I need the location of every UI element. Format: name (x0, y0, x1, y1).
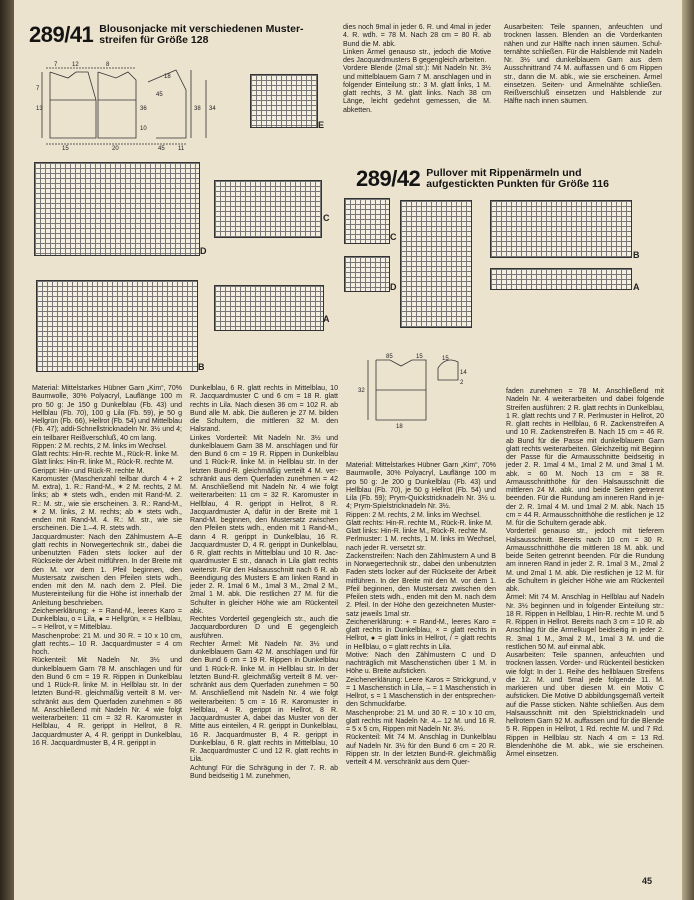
chart-d-label: D (200, 246, 207, 256)
schematic-1-label: 12 (72, 62, 79, 68)
paragraph: dies noch 9mal in jeder 6. R. und 4mal in jeder 4. R. wdh. = 78 M. Nach 28 cm = 80 R. ab Bund die M. abk. (343, 24, 491, 48)
paragraph: Ausarbeiten: Teile spannen, anfeuchten und trocknen lassen. Blenden an die Vorderkanten nähen und zur Hälfte nach innen säumen. Schulternähte schließen. Für die Halsblende mit Nadeln Nr. 3½ und dunkelblauem Garn aus dem Ausschnittrand 74 M. auffassen und 6 cm Rippen str., dann die M. abk., wie sie erscheinen. Ärmel einsetzen. Seiten- und Ärmelnähte schließen. Reißverschluß einsetzen und Halsblende zur Hälfte nach innen säumen. (504, 24, 662, 106)
chart-b-grid (36, 280, 198, 372)
schematic-2-label: 32 (358, 388, 365, 394)
paragraph: Glatt links: Hin-R. linke M., Rück-R. rechte M. (32, 459, 174, 467)
paragraph: Maschenprobe: 21 M. und 30 R. = 10 x 10 cm, glatt rechts.– 10 R. Jacquardmuster = 4 cm hoch. (32, 632, 182, 656)
chart-42-d-label: D (390, 282, 397, 292)
paragraph: Motive: Nach den Zählmustern C und D nachträglich mit Maschenstichen über 1 M. in Höhe u. Breite aufsticken. (346, 651, 496, 676)
paragraph: Rechtes Vorderteil gegengleich str., auch die Jacquardborduren D und E gegengleich ausführen. (190, 616, 338, 640)
chart-e-grid (250, 74, 318, 128)
chart-a-label: A (323, 314, 330, 324)
paragraph: Zeichenerklärung: + = Rand-M., leeres Karo = glatt rechts in Dunkelblau, × = glatt rechts in Hellrot, ● = glatt links in Hellrot, / = glatt rechts in Hellblau, o = glatt rechts in Lila. (346, 618, 496, 651)
paragraph: Dunkelblau, 6 R. glatt rechts in Mittelblau, 10 R. Jacquardmuster C und 6 cm = 18 R. glatt rechts in Lila. Nach diesen 36 cm = 102 R. ab Bund alle M. abk. Die äußeren je 27 M. bilden die Schultern, die mittleren 32 M. den Halsrand. (190, 385, 338, 434)
schematic-1-label: 8 (106, 62, 110, 68)
chart-b-label: B (198, 362, 205, 372)
schematic-1-label: 13 (36, 106, 43, 112)
paragraph: Material: Mittelstarkes Hübner Garn „Kim“, 70% Baumwolle, 30% Polyacryl, Lauflänge 100 m pro 50 g: Je 150 g Dunkelblau (Fb. 43) und Hellblau (Fb. 70), 100 g Lila (Fb. 59), je 50 g Hellgrün (Fb. 66), Hellrot (Fb. 54) und Mittelblau (Fb. 47); addi-Schnellstricknadeln Nr. 3½ und 4; ein teilbarer Reißverschluß, 40 cm lang. (32, 385, 182, 442)
paragraph: Rippen: 2 M. rechts, 2 M. links im Wechsel. (346, 511, 481, 519)
paragraph: Linkes Vorderteil: Mit Nadeln Nr. 3½ und dunkelblauem Garn 38 M. anschlagen und für den Bund 6 cm = 19 R. Rippen in Dunkelblau und 1 Rück-R. linke M. in Hellblau str. In der letzten Bund-R. gleichmäßig verteilt 4 M. verschränkt aus dem Querfaden zunehmen = 42 M. Anschließend mit Nadeln Nr. 4 wie folgt weiterarbeiten: 11 cm = 32 R. Karomuster in Hellblau, 4 R. gerippt in Hellrot, 8 R. Jacquardmuster A, dafür in der Breite mit 1 Rand-M. beginnen, den Mustersatz zwischen den Pfeilen stets wdh., enden mit 1 Rand-M., dann 4 R. gerippt in Dunkelblau, 16 R. Jacquardmuster D, 4 R. gerippt in Dunkelblau, 6 R. glatt rechts in Mittelblau und 10 R. Jacquardmuster E str., danach in Lila glatt rechts weiterstr. Für den Halsausschnitt nach 6 R. ab Beendigung des Musters E am linken Rand in jeder 2. R. 1mal 6 M., 1mal 3 M., 2mal 2 M., 2mal 1 M. abk. Die restlichen 27 M. für die Schulter in gleicher Höhe wie am Rückenteil abk. (190, 434, 338, 615)
paragraph: Maschenprobe: 21 M. und 30 R. = 10 x 10 cm, glatt rechts mit Nadeln Nr. 4.– 12 M. und 16 R. = 5 x 5 cm, Rippen mit Nadeln Nr. 3½. (346, 709, 496, 733)
chart-e-label: E (318, 120, 325, 130)
schematic-2-label: 18 (396, 424, 403, 430)
section-42-number: 289/42 (356, 166, 421, 191)
schematic-1-label: 20 (112, 146, 119, 150)
paragraph: Ärmel: Mit 74 M. Anschlag in Hellblau auf Nadeln Nr. 3½ beginnen und in folgender Einteilung str.: 18 R. Rippen in Hellblau, 1 Hin-R. rechte M. und 5 R. Rippen in Hellrot. Bereits nach 3 cm = 10 R. ab Anschlag für die Armelkugel beidseitig in jeder 2. R. 3mal 1 M., 3mal 2 M., 1mal 3 M. und die restlichen 50 M. auf einmal abk. (506, 594, 664, 651)
schematic-2-label: 15 (416, 354, 423, 360)
paragraph: Rückenteil: Mit 74 M. Anschlag in Dunkelblau auf Nadeln Nr. 3½ für den Bund 6 cm = 20 R. Rippen str. In der letzten Bund-R. gleichmäßig verteilt 4 M. verschränkt aus dem Quer- (346, 734, 496, 766)
chart-42-c-label: C (390, 232, 397, 242)
page-number: 45 (642, 876, 653, 886)
chart-d-grid (34, 162, 200, 256)
schematic-1-label: 10 (140, 126, 147, 132)
schematic-1-label: 36 (140, 106, 147, 112)
chart-c-label: C (323, 213, 330, 223)
chart-42-a-label: A (633, 282, 640, 292)
paragraph: Vorderteil genauso str., jedoch mit tieferem Halsausschnitt. Bereits nach 10 cm = 30 R. Armausschnitthöhe die mittleren 18 M. abk. und beide Seiten getrennt beenden. Für die Rundung am inneren Rand in jeder 2. R. 1mal 3 M., 2mal 2 M. und 2mal 1 M. abk. Die restlichen je 12 M. für die Schultern in gleicher Höhe wie am Rückenteil abk. (506, 528, 664, 593)
schematic-2-label: 15 (442, 356, 449, 362)
paragraph: Glatt rechts: Hin-R. rechte M., Rück-R. linke M. (346, 519, 493, 527)
page-edge (682, 0, 694, 900)
magazine-page (14, 0, 682, 900)
chart-42-rib-grid (400, 200, 472, 328)
garment-schematic-41 (36, 60, 246, 150)
schematic-2-label: 14 (460, 370, 467, 376)
paragraph: Achtung! Für die Schrägung in der 7. R. ab Bund beidseitig 1 M. zunehmen, (190, 764, 338, 780)
paragraph: Glatt rechts: Hin-R. rechte M., Rück-R. linke M. (32, 451, 179, 458)
chart-42-a-grid (490, 268, 632, 290)
paragraph: Zeichenerklärung: Leere Karos = Strickgrund, v = 1 Maschenstich in Lila, – = 1 Maschenstich in Hellrot, s = 1 Maschenstich in der entsprechenden Schmuckfarbe. (346, 676, 496, 709)
schematic-1-label: 38 (194, 106, 201, 112)
chart-c-grid (214, 180, 322, 238)
chart-a-grid (214, 285, 324, 331)
section-41-title: Blousonjacke mit verschiedenen Musterstreifen für Größe 128 (99, 23, 304, 46)
paragraph: Vordere Blende (2mal str.): Mit Nadeln Nr. 3½ und mittelblauem Garn 7 M. anschlagen und in folgender Einteilung str.: 3 M. glatt links, 1 M. glatt rechts, 3 M. glatt links. Nach 38 cm Länge, leicht gedehnt gemessen, die M. abketten. (343, 65, 491, 114)
paragraph: faden zunehmen = 78 M. Anschließend mit Nadeln Nr. 4 weiterarbeiten und dabei folgende Streifen ausführen: 2 R. glatt rechts in Dunkelblau, 1 R. glatt rechts und 7 R. Perlmuster in Hellrot, 20 R. glatt rechts in Hellblau, 6 R. Zackenstreifen A und 10 R. Zackenstreifen B. Nach 15 cm = 46 R. ab Bund für die Passe mit dunkelblauem Garn glatt rechts weiterarbeiten. Gleichzeitig mit Beginn der Passe für die Armausschnitte beidseitig in jeder 2. R. 1mal 4 M., 1mal 2 M. und 3mal 1 M. abk. = 60 M. Noch 13 cm = 38 R. Armausschnitthöhe für den Halsausschnitt die mittleren 24 M. abk. und beide Seiten getrennt beenden. Für die Rundung am inneren Rand in jeder 2. R. 1mal 4 M. und 1mal 2 M. abk. Nach 15 cm = 44 R. Armausschnitthöhe die restlichen je 12 M. für die Schultern gerade abk. (506, 388, 664, 527)
schematic-2-label: 85 (386, 354, 393, 360)
section-42-title: Pullover mit Rippenärmeln und aufgestickten Punkten für Größe 116 (426, 167, 609, 190)
schematic-1-label: 45 (158, 146, 165, 150)
schematic-1-label: 45 (156, 92, 163, 98)
chart-42-d-grid (344, 256, 390, 292)
text-column-2 (190, 385, 338, 781)
garment-schematic-42 (346, 350, 476, 430)
text-column-top-right (504, 24, 662, 107)
section-41-number: 289/41 (29, 22, 94, 47)
paragraph: Ausarbeiten: Teile spannen, anfeuchten und trocknen lassen. Vorder- und Rückenteil besticken wie folgt: In der 1. Reihe des hellblauen Streifens die 12. M. und 5mal jede folgende 11. M. markieren und über diesen M. ein Motiv C aufsticken. Die Motive D abbildungsgemäß verteilt auf die Passe sticken. Nähte schließen. Aus dem Halsausschnitt mit den Spielstricknadeln und hellrotem Garn 92 M. auffassen und für die Blende 5 R. Rippen in Hellrot, 1 Rd. rechte M. und 7 Rd. Rippen in Hellblau str. Nach 4 cm = 13 Rd. Blendenhöhe die M. abk., wie sie erscheinen. Ärmel einsetzen. (506, 652, 664, 758)
paragraph: Perlmuster: 1 M. rechts, 1 M. links im Wechsel, nach jeder R. versetzt str. (346, 536, 496, 552)
schematic-1-label: 34 (209, 106, 216, 112)
schematic-1-label: 18 (164, 74, 171, 80)
schematic-1-label: 15 (62, 146, 69, 150)
paragraph: Linken Ärmel genauso str., jedoch die Motive des Jacquardmusters B gegengleich arbeiten. (343, 48, 491, 64)
schematic-1-label: 11 (178, 146, 185, 150)
paragraph: Rückenteil: Mit Nadeln Nr. 3½ und dunkelblauem Garn 78 M. anschlagen und für den Bund 6 cm = 19 R. Rippen in Dunkelblau und 1 Rück-R. linke M. in Hellblau str. In der letzten Bund-R. gleichmäßig verteilt 8 M. verschränkt aus dem Querfaden zunehmen = 86 M. Anschließend mit Nadeln Nr. 4 wie folgt weiterarbeiten: 11 cm = 32 R. Karomuster in Hellblau, 4 R. gerippt in Hellrot, 8 R. Jacquardmuster A, 4 R. gerippt in Dunkelblau, 16 R. Jacquardmuster B, 4 R. gerippt in (32, 657, 182, 747)
paragraph: Glatt links: Hin-R. linke M., Rück-R. rechte M. (346, 528, 488, 535)
paragraph: Rechter Ärmel: Mit Nadeln Nr. 3½ und dunkelblauem Garn 42 M. anschlagen und für den Bund 6 cm = 19 R. Rippen in Dunkelblau und 1 Rück-R. linke M. in Hellblau str. In der letzten Bund-R. gleichmäßig verteilt 8 M. verschränkt aus dem Querfaden zunehmen = 50 M. Anschließend mit Nadeln Nr. 4 wie folgt weiterarbeiten: 5 cm = 16 R. Karomuster in Hellblau, 4 R. gerippt in Hellrot, 8 R. Jacquardmuster A, dabei das Muster von der Mitte aus einteilen, 4 R. gerippt in Dunkelblau, 16 R. Jacquardmuster B, 4 R. gerippt in Dunkelblau, 6 R. glatt rechts in Mittelblau, 10 R. Jacquardmuster C und 12 R. glatt rechts in Lila. (190, 640, 338, 764)
paragraph: Zeichenerklärung: + = Rand-M., leeres Karo = Dunkelblau, o = Lila, ● = Hellgrün, × = Hellblau, – = Hellrot, v = Mittelblau. (32, 607, 182, 632)
schematic-2-label: 2 (460, 380, 464, 386)
paragraph: Gerippt: Hin- und Rück-R. rechte M. (32, 467, 145, 475)
schematic-1-label: 7 (36, 86, 40, 92)
text-column-top-middle (343, 24, 491, 115)
paragraph: Jacquardmuster: Nach den Zählmustern A–E glatt rechts in Norwegertechnik str., dabei die unbenutzten Fäden stets locker auf der Rückseite der Arbeit mitführen. In der Breite mit den M. vor dem 1. Pfeil beginnen, den Mustersatz zwischen den Pfeilen stets wdh., enden mit den M. nach dem 2. Pfeil. Die Mustereinteilung für die Höhe ist innerhalb der Anleitung beschrieben. (32, 533, 182, 607)
section-41-header (29, 22, 359, 48)
paragraph: Rippen: 2 M. rechts, 2 M. links im Wechsel. (32, 442, 167, 450)
text-column-3 (346, 462, 496, 767)
chart-42-b-label: B (633, 250, 640, 260)
paragraph: Material: Mittelstarkes Hübner Garn „Kim“, 70% Baumwolle, 30% Polyacryl, Lauflänge 100 m pro 50 g: Je 200 g Dunkelblau (Fb. 43) und Hellblau (Fb. 70), je 50 g Hellrot (Fb. 54) und Lila (Fb. 59); Prym-Quickstricknadeln Nr. 3½ u. 4; Prym-Spielstricknadeln Nr. 3½. (346, 462, 496, 511)
book-spine (0, 0, 14, 900)
schematic-1-label: 7 (54, 62, 58, 68)
text-column-4 (506, 388, 664, 759)
section-42-header (356, 166, 676, 192)
paragraph: Karomuster (Maschenzahl teilbar durch 4 + 2 M. extra), 1. R.: Rand-M., ✶ 2 M. rechts, 2 M. links; ab ✶ stets wdh., enden mit Rand-M. 2. R.: M. str., wie sie erscheinen. 3. R.: Rand-M., ✶ 2 M. links, 2 M. rechts; ab ✶ stets wdh., enden mit Rand-M. 4. R.: M. str., wie sie erscheinen. Die 1.–4. R. stets wdh. (32, 475, 182, 533)
paragraph: Zackenstreifen: Nach den Zählmustern A und B in Norwegertechnik str., dabei den unbenutzten Faden stets locker auf der Rückseite der Arbeit mitführen. In der Breite mit den M. vor dem 1. Pfeil beginnen, den Mustersatz zwischen den Pfeilen stets wdh., enden mit den M. nach dem 2. Pfeil. In der Höhe den gezeichneten Mustersatz jeweils 1mal str. (346, 552, 496, 618)
chart-42-c-grid (344, 198, 390, 244)
chart-42-b-grid (490, 200, 632, 258)
text-column-1 (32, 385, 182, 748)
